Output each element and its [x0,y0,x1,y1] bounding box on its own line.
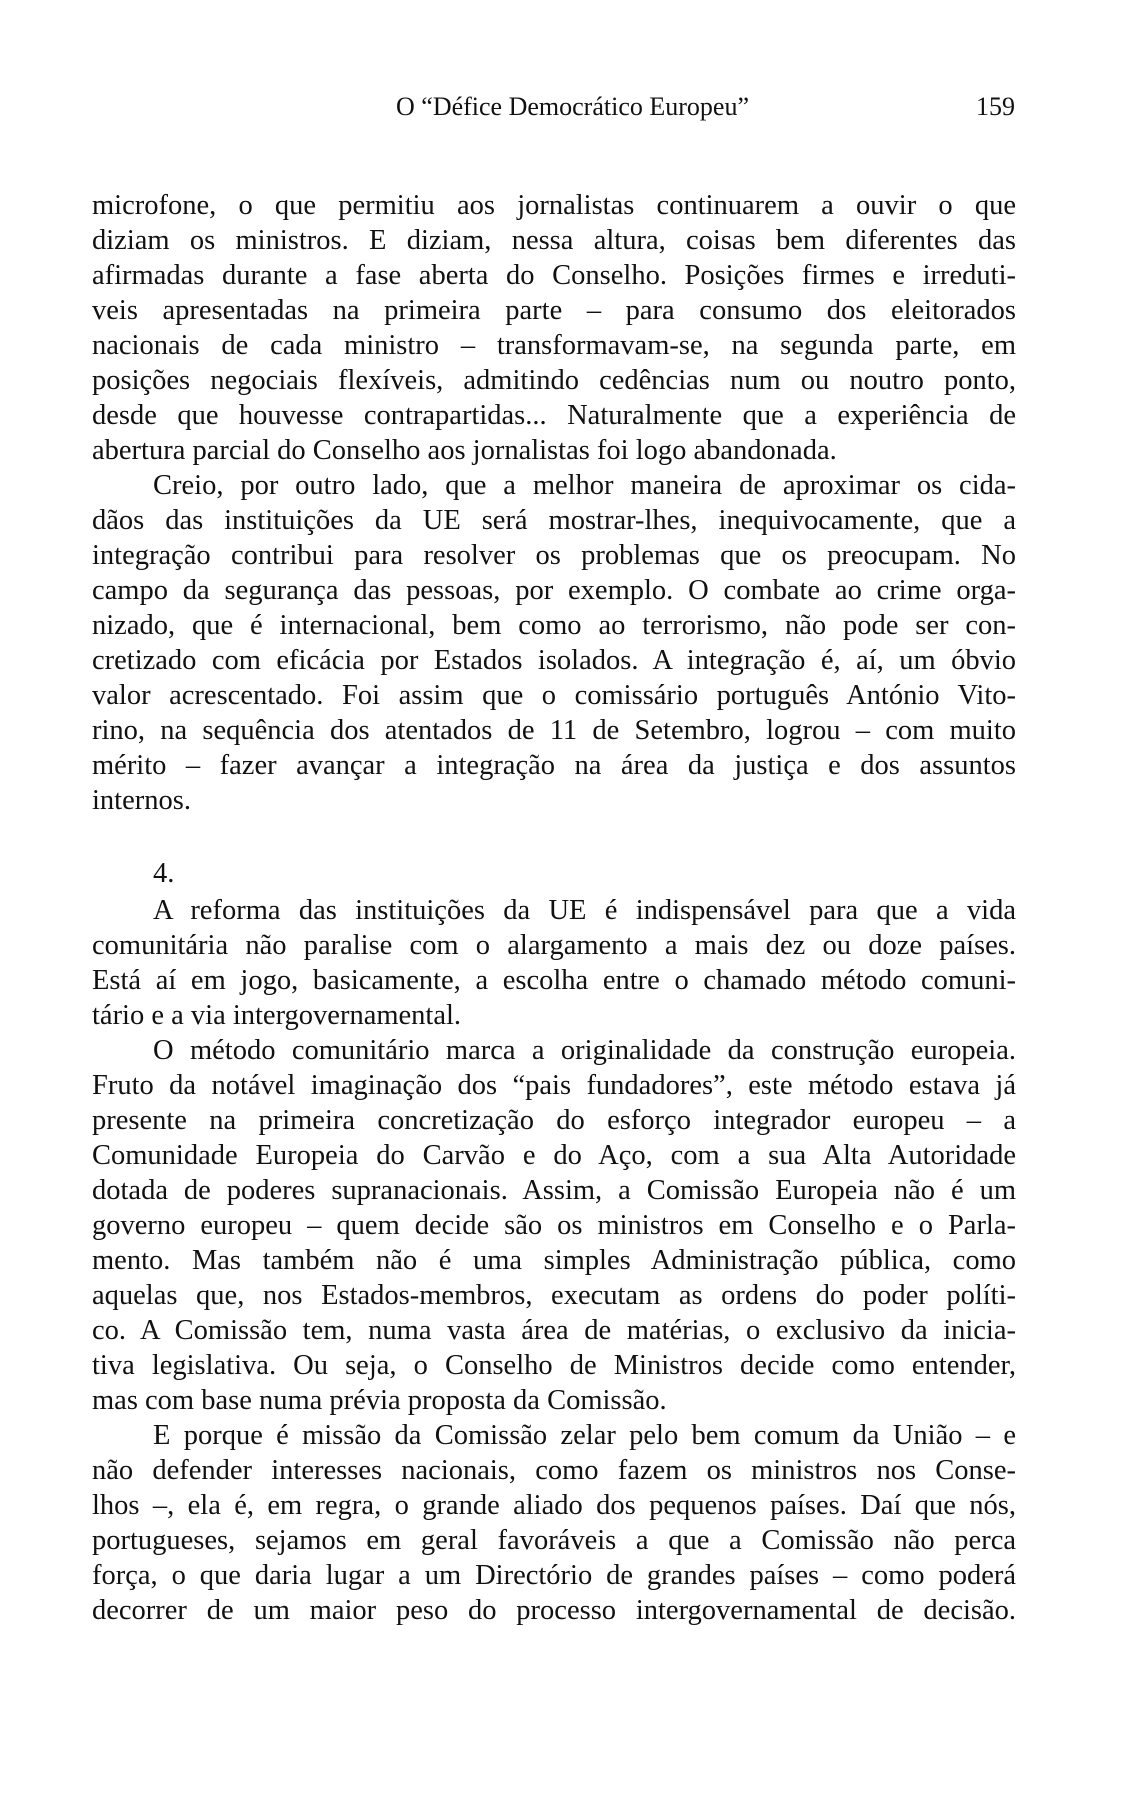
text-line: mérito – fazer avançar a integração na área da justiça e dos assuntos [92,750,1016,781]
page-number: 159 [976,92,1015,121]
text-line: veis apresentadas na primeira parte – para consumo dos eleitorados [92,295,1016,326]
text-line: E porque é missão da Comissão zelar pelo bem comum da União – e [153,1420,1016,1451]
paragraph [92,1418,1016,1628]
body-text [92,188,1016,1628]
text-line: campo da segurança das pessoas, por exemplo. O combate ao crime orga- [92,575,1016,606]
text-line: mento. Mas também não é uma simples Administração pública, como [92,1245,1016,1276]
text-line: rino, na sequência dos atentados de 11 de Setembro, logrou – com muito [92,715,1016,746]
text-line: decorrer de um maior peso do processo intergovernamental de decisão. [92,1595,1016,1626]
paragraph [92,188,1016,468]
text-line: tiva legislativa. Ou seja, o Conselho de Ministros decide como entender, [92,1350,1016,1381]
text-line: microfone, o que permitiu aos jornalistas continuarem a ouvir o que [92,190,1016,221]
text-line: portugueses, sejamos em geral favoráveis a que a Comissão não perca [92,1525,1016,1556]
text-line: nizado, que é internacional, bem como ao terrorismo, não pode ser con- [92,610,1016,641]
text-line: A reforma das instituições da UE é indispensável para que a vida [153,895,1016,926]
paragraph [92,893,1016,1033]
text-line: co. A Comissão tem, numa vasta área de matérias, o exclusivo da inicia- [92,1315,1016,1346]
text-line: abertura parcial do Conselho aos jornalistas foi logo abandonada. [92,435,837,466]
section-number: 4. [153,858,175,889]
text-line: governo europeu – quem decide são os ministros em Conselho e o Parla- [92,1210,1016,1241]
text-line: não defender interesses nacionais, como fazem os ministros nos Conse- [92,1455,1016,1486]
text-line: força, o que daria lugar a um Directório de grandes países – como poderá [92,1560,1016,1591]
text-line: tário e a via intergovernamental. [92,1000,462,1031]
text-line: desde que houvesse contrapartidas... Naturalmente que a experiência de [92,400,1016,431]
text-line: afirmadas durante a fase aberta do Conselho. Posições firmes e irreduti- [92,260,1016,291]
paragraph [92,468,1016,818]
text-line: internos. [92,785,191,816]
text-line: lhos –, ela é, em regra, o grande aliado dos pequenos países. Daí que nós, [92,1490,1016,1521]
text-line: dotada de poderes supranacionais. Assim, a Comissão Europeia não é um [92,1175,1016,1206]
text-line: Está aí em jogo, basicamente, a escolha entre o chamado método comuni- [92,965,1016,996]
text-line: Creio, por outro lado, que a melhor maneira de aproximar os cida- [153,470,1016,501]
text-line: nacionais de cada ministro – transformavam-se, na segunda parte, em [92,330,1016,361]
text-line: aquelas que, nos Estados-membros, executam as ordens do poder políti- [92,1280,1016,1311]
text-line: presente na primeira concretização do esforço integrador europeu – a [92,1105,1016,1136]
text-line: comunitária não paralise com o alargamento a mais dez ou doze países. [92,930,1016,961]
paragraph [92,1033,1016,1418]
text-line: Comunidade Europeia do Carvão e do Aço, com a sua Alta Autoridade [92,1140,1016,1171]
text-line: mas com base numa prévia proposta da Comissão. [92,1385,667,1416]
text-line: diziam os ministros. E diziam, nessa altura, coisas bem diferentes das [92,225,1016,256]
text-line: dãos das instituições da UE será mostrar-lhes, inequivocamente, que a [92,505,1016,536]
text-line: Fruto da notável imaginação dos “pais fundadores”, este método estava já [92,1070,1016,1101]
text-line: posições negociais flexíveis, admitindo cedências num ou noutro ponto, [92,365,1016,396]
running-title: O “Défice Democrático Europeu” [396,92,749,121]
running-header [0,92,1145,122]
text-line: O método comunitário marca a originalidade da construção europeia. [153,1035,1016,1066]
text-line: valor acrescentado. Foi assim que o comissário português António Vito- [92,680,1016,711]
text-line: integração contribui para resolver os problemas que os preocupam. No [92,540,1016,571]
text-line: cretizado com eficácia por Estados isolados. A integração é, aí, um óbvio [92,645,1016,676]
